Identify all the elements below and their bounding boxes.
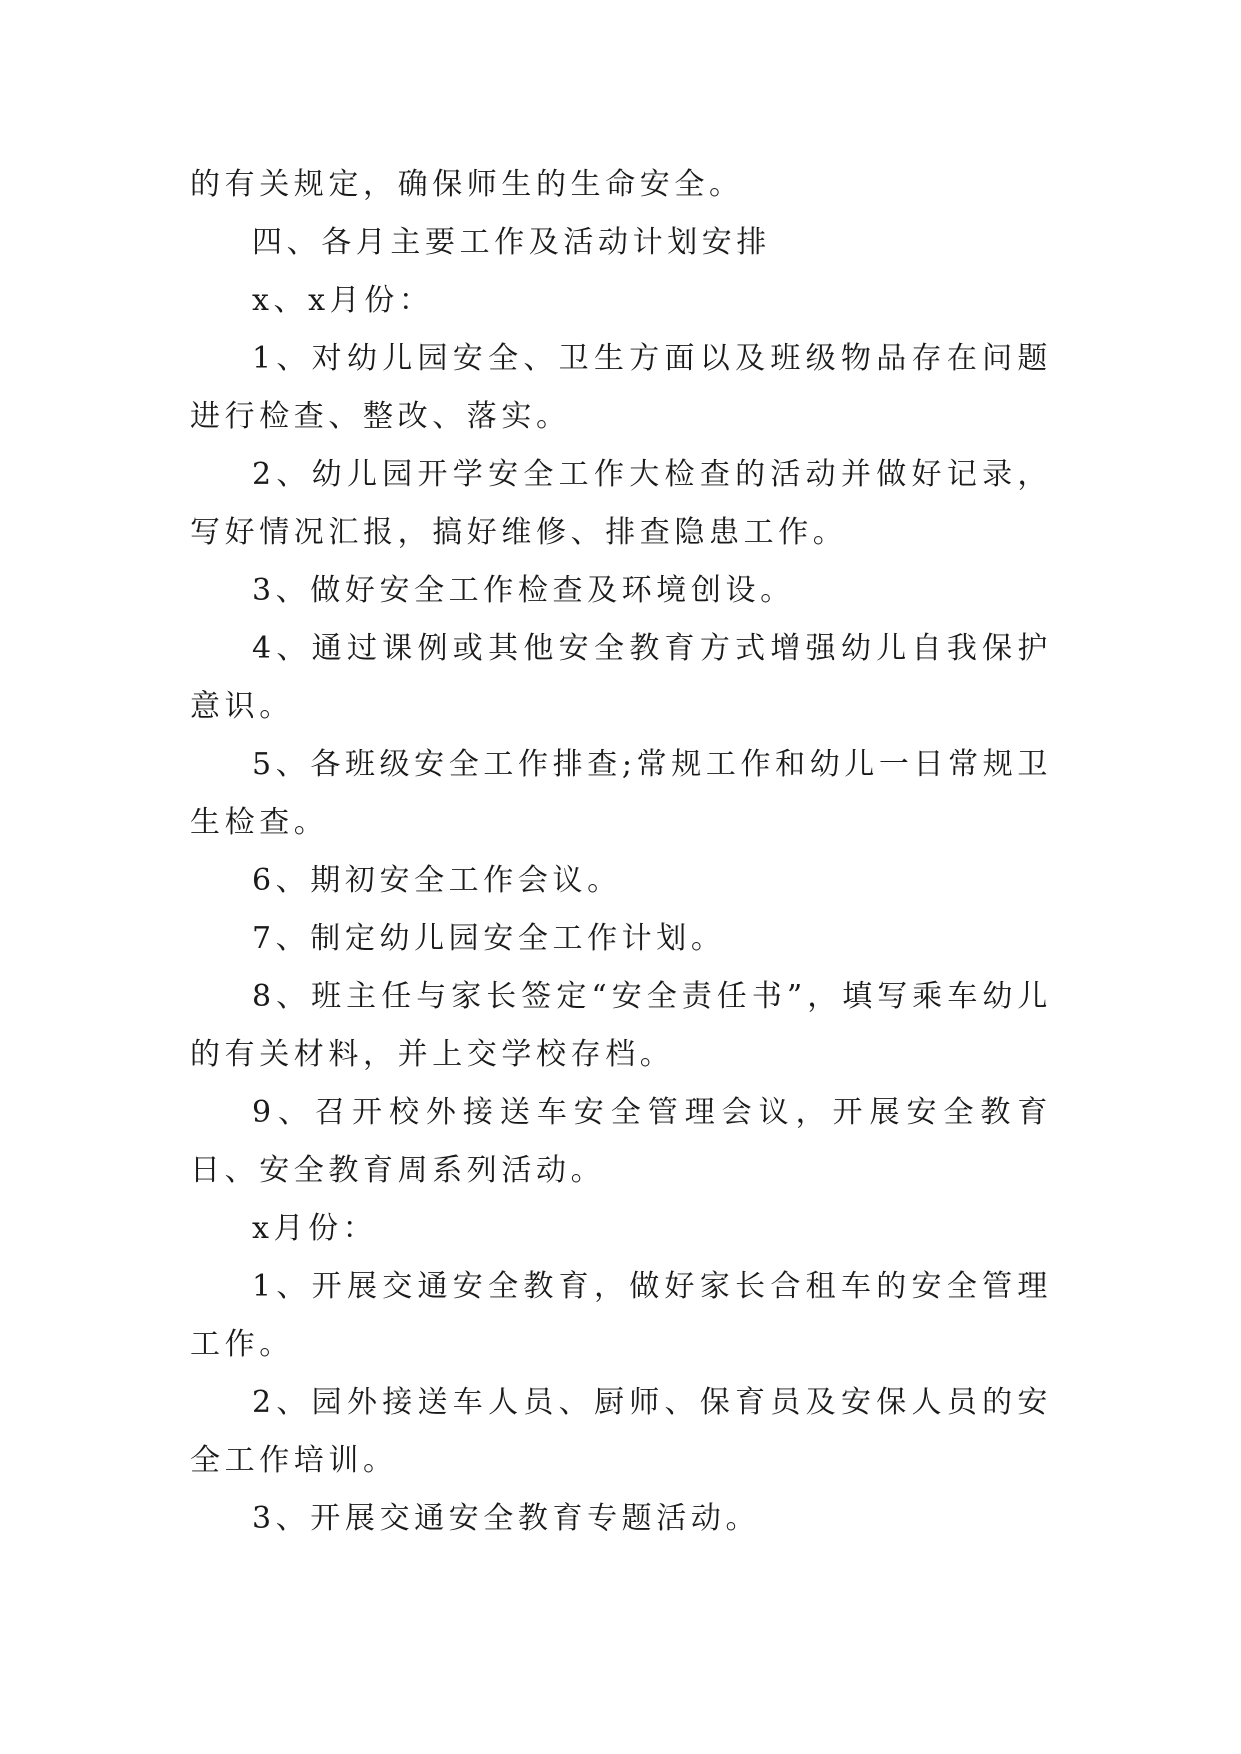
list-item: 6、期初安全工作会议。 — [252, 863, 622, 898]
month-heading: x月份： — [252, 1211, 378, 1246]
list-item: 4、通过课例或其他安全教育方式增强幼儿自我保护意识。 — [190, 631, 1052, 724]
list-item: 8、班主任与家长签定“安全责任书”，填写乘车幼儿的有关材料，并上交学校存档。 — [190, 979, 1052, 1072]
list-item: 2、园外接送车人员、厨师、保育员及安保人员的安全工作培训。 — [190, 1385, 1052, 1478]
list-item: 5、各班级安全工作排查;常规工作和幼儿一日常规卫生检查。 — [190, 747, 1052, 840]
list-item: 1、开展交通安全教育，做好家长合租车的安全管理工作。 — [190, 1269, 1052, 1362]
list-item: 7、制定幼儿园安全工作计划。 — [252, 921, 726, 956]
list-item: 1、对幼儿园安全、卫生方面以及班级物品存在问题进行检查、整改、落实。 — [190, 341, 1052, 434]
list-item: 3、做好安全工作检查及环境创设。 — [252, 573, 795, 608]
month-heading: x、x月份： — [252, 283, 434, 318]
document-body — [190, 156, 1052, 1548]
paragraph: 的有关规定，确保师生的生命安全。 — [190, 167, 744, 202]
section-heading: 四、各月主要工作及活动计划安排 — [252, 225, 771, 260]
list-item: 9、召开校外接送车安全管理会议，开展安全教育日、安全教育周系列活动。 — [190, 1095, 1052, 1188]
list-item: 3、开展交通安全教育专题活动。 — [252, 1501, 761, 1536]
list-item: 2、幼儿园开学安全工作大检查的活动并做好记录，写好情况汇报，搞好维修、排查隐患工作。 — [190, 457, 1052, 550]
